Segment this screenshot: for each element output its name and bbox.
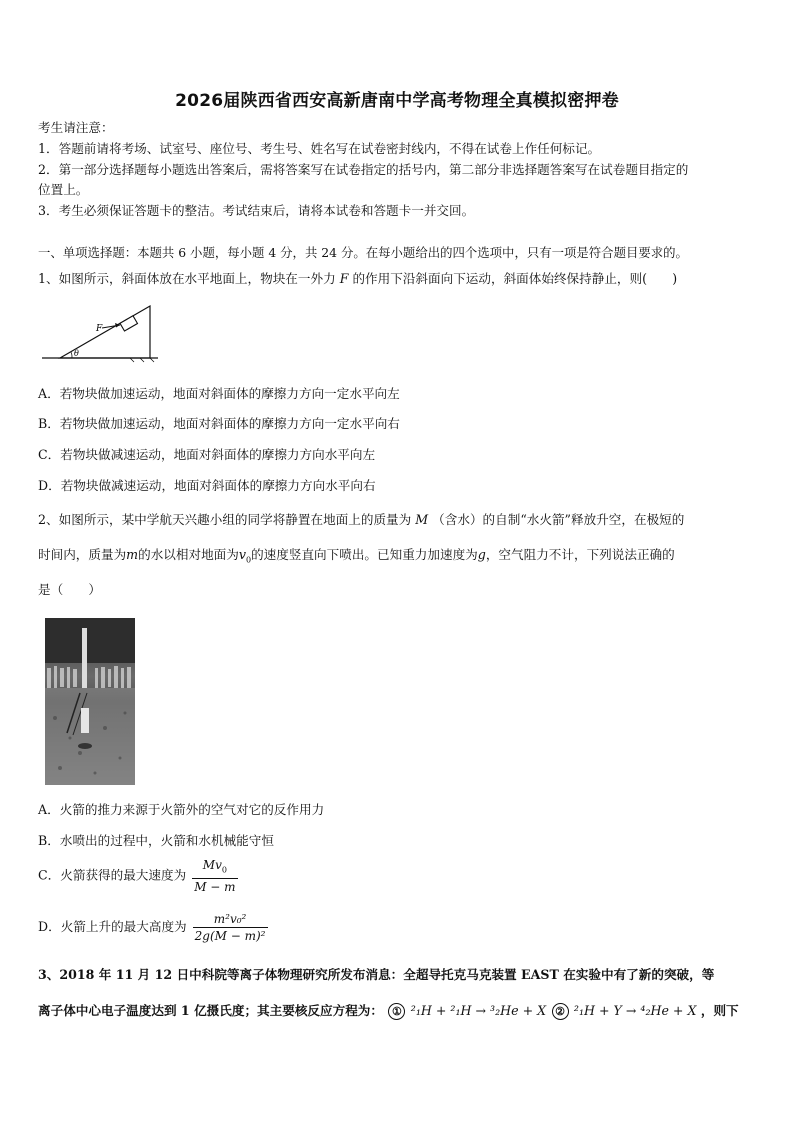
q3-equation-2: ²₁H + Y → ⁴₂He + X [573,1003,697,1018]
q2-d-den: 2g(M − m)² [194,929,266,943]
q3-eq2-marker: ② [552,1003,569,1020]
q2-option-d-text: D．火箭上升的最大高度为 [38,919,187,934]
notice-item-2: 2．第一部分选择题每小题选出答案后，需将答案写在试卷指定的括号内，第二部分非选择题答案写在试卷题目指定的 [38,162,689,177]
block-icon [120,316,138,331]
q2-option-c [38,857,758,895]
q2-line-1 [38,511,758,529]
q1-stem-b: 的作用下沿斜面向下运动，斜面体始终保持静止，则( ) [352,271,678,286]
angle-label: θ [74,349,79,358]
q2-line-2a: 时间内，质量为 [38,547,127,562]
q2-var-v-sub: 0 [245,555,252,565]
notice-item-1: 1．答题前请将考场、试室号、座位号、考生号、姓名写在试卷密封线内，不得在试卷上作任何标记。 [38,141,601,156]
rocket-bottle [81,708,89,733]
q2-line-2c: 的速度竖直向下喷出。已知重力加速度为 [251,547,478,562]
q2-option-d [38,908,758,946]
notice-heading: 考生请注意： [38,120,114,135]
q2-option-c-fraction [192,857,237,895]
water-rocket-photo [45,618,135,785]
q2-c-num: Mv [202,858,222,872]
q2-option-b: B．水喷出的过程中，火箭和水机械能守恒 [38,833,274,848]
rocket-trail [82,628,87,688]
q3-eq1-marker: ① [388,1003,405,1020]
q2-var-m: m [126,547,139,562]
q2-line-2b: 的水以相对地面为 [138,547,239,562]
q2-c-den: M − m [194,880,236,895]
q2-c-num-sub: 0 [221,865,227,875]
q2-line-3: 是（ ） [38,582,101,597]
section-1-heading: 一、单项选择题：本题共 6 小题，每小题 4 分，共 24 分。在每小题给出的四个选项中，只有一项是符合题目要求的。 [38,245,688,260]
q1-option-c: C．若物块做减速运动，地面对斜面体的摩擦力方向水平向左 [38,447,376,462]
q2-option-a: A．火箭的推力来源于火箭外的空气对它的反作用力 [38,802,325,817]
q1-option-b: B．若物块做加速运动，地面对斜面体的摩擦力方向一定水平向右 [38,416,400,431]
q1-stem-a: 1、如图所示，斜面体放在水平地面上，物块在一外力 [38,271,336,286]
q2-line-2 [38,546,758,570]
q2-line-2d: ，空气阻力不计，下列说法正确的 [485,547,675,562]
incline-figure [40,298,160,368]
q2-var-g: g [477,547,486,562]
q2-d-num: m²v₀² [193,911,268,928]
q2-line-1a: 2、如图所示，某中学航天兴趣小组的同学将静置在地面上的质量为 [38,512,412,527]
exam-title: 2026届陕西省西安高新唐南中学高考物理全真模拟密押卷 [175,91,619,111]
q3-line-2-end: ，则下 [700,1003,739,1018]
q2-var-M: M [415,512,429,527]
q1-option-a: A．若物块做加速运动，地面对斜面体的摩擦力方向一定水平向左 [38,386,400,401]
q2-var-v: v [238,547,246,562]
q2-option-c-text: C．火箭获得的最大速度为 [38,867,187,883]
notice-item-3: 3．考生必须保证答题卡的整洁。考试结束后，请将本试卷和答题卡一并交回。 [38,203,475,218]
q3-line-1: 3、2018 年 11 月 12 日中科院等离子体物理研究所发布消息：全超导托克马克装置 EAST 在实验中有了新的突破，等 [38,967,715,982]
q2-line-1b: （含水）的自制“水火箭”释放升空，在极短的 [432,512,685,527]
q3-line-2a: 离子体中心电子温度达到 1 亿摄氏度；其主要核反应方程为： [38,1003,383,1018]
q1-option-d: D．若物块做减速运动，地面对斜面体的摩擦力方向水平向右 [38,478,376,493]
force-label: F [96,324,103,334]
q1-var-f: F [339,271,349,286]
q3-line-2 [38,1002,758,1020]
q1-stem [38,270,758,288]
q2-option-d-fraction [193,911,268,944]
notice-item-2-cont: 位置上。 [38,182,89,197]
q3-equation-1: ²₁H + ²₁H → ³₂He + X [410,1003,547,1018]
